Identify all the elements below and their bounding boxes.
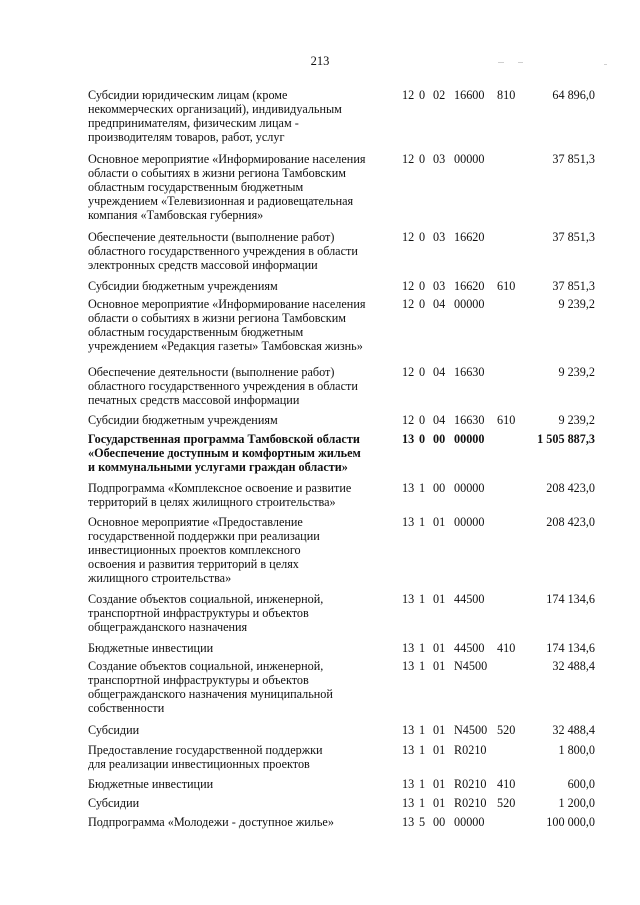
row-code-activity: 04 (433, 413, 446, 427)
row-amount: 1 200,0 (558, 796, 595, 810)
row-code-direction: 00000 (454, 815, 485, 829)
row-code-subprogram: 0 (419, 365, 426, 379)
row-code-activity: 00 (433, 432, 446, 446)
row-amount: 9 239,2 (558, 365, 595, 379)
row-code-program: 12 (402, 413, 415, 427)
row-amount: 174 134,6 (546, 641, 595, 655)
row-code-direction: N4500 (454, 659, 488, 673)
row-amount: 37 851,3 (552, 230, 595, 244)
row-expense-type: 520 (497, 723, 516, 737)
row-code-subprogram: 0 (419, 413, 426, 427)
row-expense-type: 610 (497, 279, 516, 293)
page-number: 213 (310, 54, 330, 68)
row-code-activity: 02 (433, 88, 446, 102)
row-description: Субсидии (88, 723, 140, 737)
row-amount: 9 239,2 (558, 413, 595, 427)
row-code-direction: 44500 (454, 641, 485, 655)
row-code-direction: 00000 (454, 515, 485, 529)
row-code-subprogram: 0 (419, 152, 426, 166)
row-amount: 208 423,0 (546, 481, 595, 495)
row-description: Основное мероприятие «Информирование населения области о событиях в жизни региона Тамбовским областным государственным бюджетным учреждением «Редакция газеты» Тамбовская жизнь» (88, 297, 366, 354)
row-code-subprogram: 1 (419, 592, 426, 606)
row-amount: 600,0 (567, 777, 595, 791)
row-expense-type: 410 (497, 641, 516, 655)
row-description: Основное мероприятие «Информирование населения области о событиях в жизни региона Тамбовским областным государственным бюджетным учреждением «Телевизионная и радиовещательная компания «Тамбовская губерния» (88, 152, 366, 223)
row-code-subprogram: 0 (419, 279, 426, 293)
row-code-program: 12 (402, 230, 415, 244)
row-code-activity: 04 (433, 297, 446, 311)
row-code-subprogram: 0 (419, 297, 426, 311)
row-code-activity: 03 (433, 152, 446, 166)
row-code-direction: R0210 (454, 796, 487, 810)
row-code-program: 13 (402, 743, 415, 757)
row-description: Обеспечение деятельности (выполнение работ) областного государственного учреждения в области электронных средств массовой информации (88, 230, 358, 273)
row-code-program: 12 (402, 297, 415, 311)
row-code-program: 12 (402, 279, 415, 293)
row-code-subprogram: 0 (419, 230, 426, 244)
row-code-subprogram: 1 (419, 659, 426, 673)
row-code-direction: R0210 (454, 777, 487, 791)
row-code-activity: 01 (433, 777, 446, 791)
row-description: Бюджетные инвестиции (88, 777, 214, 791)
row-code-program: 13 (402, 723, 415, 737)
row-code-program: 13 (402, 777, 415, 791)
row-description: Предоставление государственной поддержки для реализации инвестиционных проектов (88, 743, 323, 772)
row-description: Субсидии бюджетным учреждениям (88, 413, 278, 427)
row-code-program: 13 (402, 815, 415, 829)
row-code-activity: 01 (433, 515, 446, 529)
row-description: Государственная программа Тамбовской области «Обеспечение доступным и комфортным жильем и коммунальными услугами граждан области» (88, 432, 361, 475)
row-amount: 100 000,0 (546, 815, 595, 829)
row-code-subprogram: 1 (419, 515, 426, 529)
row-code-subprogram: 1 (419, 743, 426, 757)
row-code-activity: 00 (433, 815, 446, 829)
row-code-subprogram: 1 (419, 723, 426, 737)
row-code-direction: 00000 (454, 152, 485, 166)
row-code-direction: 16600 (454, 88, 485, 102)
row-code-direction: 16630 (454, 365, 485, 379)
row-code-activity: 01 (433, 659, 446, 673)
row-code-subprogram: 1 (419, 777, 426, 791)
row-code-activity: 01 (433, 641, 446, 655)
row-expense-type: 520 (497, 796, 516, 810)
row-code-activity: 01 (433, 796, 446, 810)
row-description: Основное мероприятие «Предоставление государственной поддержки при реализации инвестиционных проектов комплексного освоения и развития территорий в целях жилищного строительства» (88, 515, 320, 586)
row-code-direction: R0210 (454, 743, 487, 757)
row-code-direction: 00000 (454, 481, 485, 495)
row-expense-type: 810 (497, 88, 516, 102)
row-code-activity: 01 (433, 723, 446, 737)
row-code-direction: 00000 (454, 432, 485, 446)
row-description: Субсидии (88, 796, 140, 810)
row-code-activity: 00 (433, 481, 446, 495)
row-description: Обеспечение деятельности (выполнение работ) областного государственного учреждения в области печатных средств массовой информации (88, 365, 358, 408)
row-code-subprogram: 1 (419, 641, 426, 655)
row-code-direction: 44500 (454, 592, 485, 606)
row-amount: 174 134,6 (546, 592, 595, 606)
row-code-program: 13 (402, 592, 415, 606)
row-description: Субсидии юридическим лицам (кроме некоммерческих организаций), индивидуальным предпринимателям, физическим лицам - производителям товаров, работ, услуг (88, 88, 342, 145)
row-code-program: 12 (402, 365, 415, 379)
row-code-program: 13 (402, 515, 415, 529)
row-code-program: 12 (402, 152, 415, 166)
row-description: Создание объектов социальной, инженерной, транспортной инфраструктуры и объектов общегражданского назначения (88, 592, 324, 635)
row-code-activity: 03 (433, 230, 446, 244)
row-code-subprogram: 1 (419, 481, 426, 495)
row-code-program: 12 (402, 88, 415, 102)
row-amount: 1 505 887,3 (537, 432, 595, 446)
row-code-subprogram: 5 (419, 815, 426, 829)
row-code-activity: 01 (433, 743, 446, 757)
row-code-subprogram: 0 (419, 88, 426, 102)
row-expense-type: 610 (497, 413, 516, 427)
row-description: Подпрограмма «Комплексное освоение и развитие территорий в целях жилищного строительства» (88, 481, 352, 510)
row-code-subprogram: 1 (419, 796, 426, 810)
row-code-direction: 16620 (454, 230, 485, 244)
row-amount: 1 800,0 (558, 743, 595, 757)
row-code-direction: 16630 (454, 413, 485, 427)
row-code-activity: 03 (433, 279, 446, 293)
row-description: Субсидии бюджетным учреждениям (88, 279, 278, 293)
row-code-program: 13 (402, 659, 415, 673)
row-amount: 64 896,0 (552, 88, 595, 102)
row-amount: 9 239,2 (558, 297, 595, 311)
row-code-direction: 00000 (454, 297, 485, 311)
row-amount: 37 851,3 (552, 152, 595, 166)
row-code-program: 13 (402, 796, 415, 810)
row-code-activity: 04 (433, 365, 446, 379)
row-code-program: 13 (402, 641, 415, 655)
row-code-direction: 16620 (454, 279, 485, 293)
row-code-activity: 01 (433, 592, 446, 606)
row-code-subprogram: 0 (419, 432, 426, 446)
row-amount: 32 488,4 (552, 723, 595, 737)
row-description: Подпрограмма «Молодежи - доступное жилье» (88, 815, 334, 829)
row-code-program: 13 (402, 432, 415, 446)
row-amount: 32 488,4 (552, 659, 595, 673)
row-expense-type: 410 (497, 777, 516, 791)
row-amount: 208 423,0 (546, 515, 595, 529)
row-amount: 37 851,3 (552, 279, 595, 293)
row-code-direction: N4500 (454, 723, 488, 737)
row-description: Бюджетные инвестиции (88, 641, 214, 655)
row-description: Создание объектов социальной, инженерной, транспортной инфраструктуры и объектов общегражданского назначения муниципальной собственности (88, 659, 333, 716)
row-code-program: 13 (402, 481, 415, 495)
